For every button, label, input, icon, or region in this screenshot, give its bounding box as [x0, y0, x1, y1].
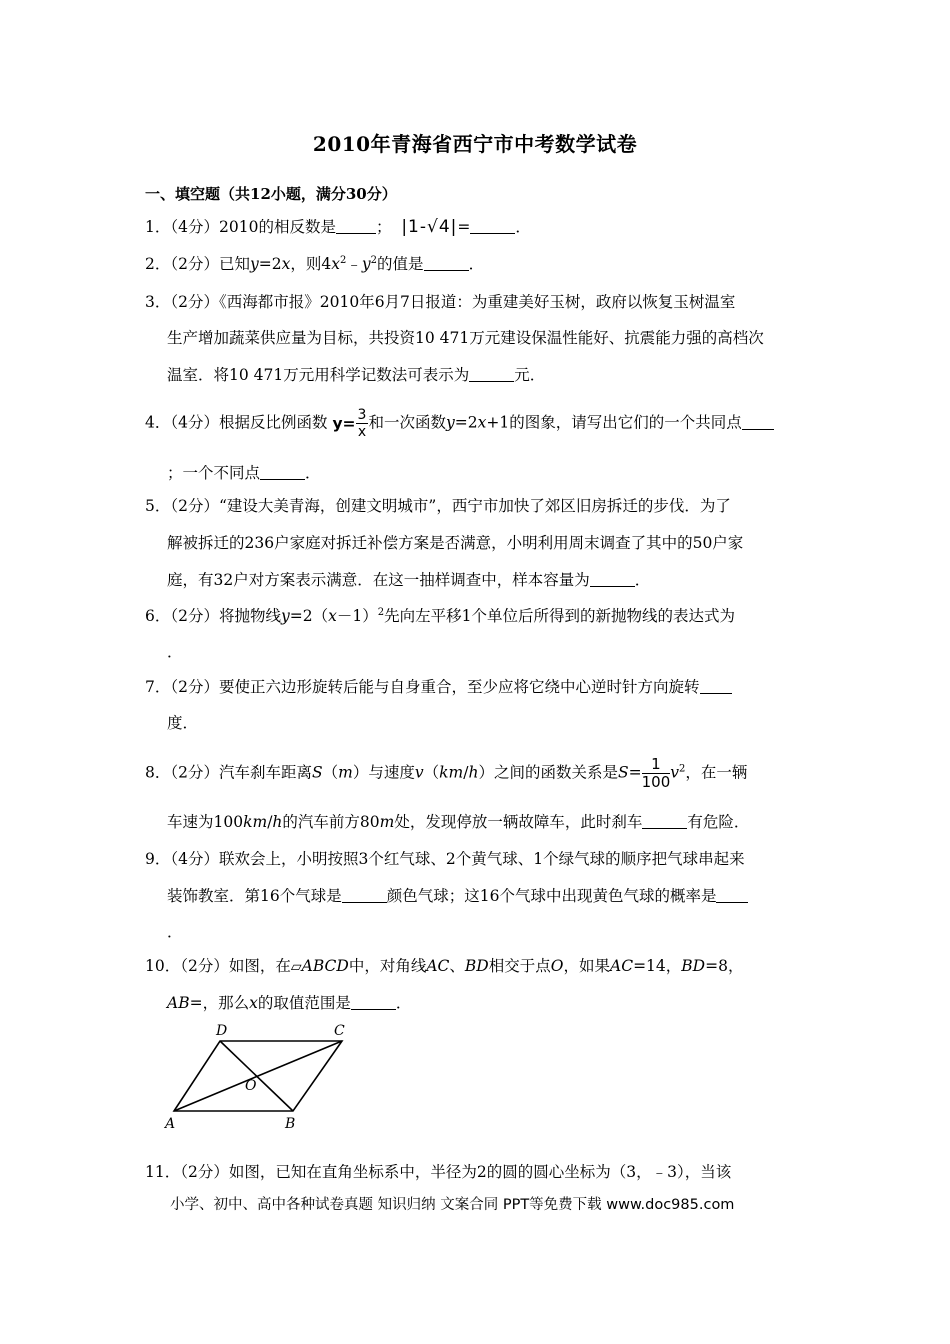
answer-blank [700, 679, 732, 694]
center-label-o: O [245, 1078, 257, 1094]
question-text: （ [423, 763, 440, 782]
fraction-denominator: x [357, 424, 367, 440]
question-number: 2． [145, 255, 171, 273]
question-text: 如图，在 [228, 957, 291, 975]
question-3-line-2: 生产增加蔬菜供应量为目标，共投资10 471万元建设保温性能好、抗震能力强的高档次 [167, 329, 764, 347]
answer-blank [469, 367, 514, 382]
question-text: －1） [336, 607, 378, 625]
question-text: ； [375, 218, 392, 236]
question-text: 的值是 [377, 255, 424, 273]
fraction-numerator: 3 [357, 407, 367, 423]
question-text: ． [515, 218, 531, 236]
question-text: 的图象，请写出它们的一个共同点 [509, 413, 742, 432]
question-text: 车速为100 [167, 813, 244, 831]
diagonal-bd [220, 1041, 293, 1111]
question-7 [145, 677, 732, 697]
question-score: （2分） [180, 1163, 229, 1181]
fraction-prefix: y= [332, 414, 356, 433]
absolute-value-expression: |1-√4| [401, 217, 458, 237]
question-2: 2．（2分）已知y=2x，则$4x^2﹣y^2$的值是 ． [145, 255, 485, 273]
question-score: （2分） [170, 497, 219, 515]
question-text: 有危险． [687, 813, 750, 831]
question-score: （4分） [170, 413, 219, 432]
question-4-line-2 [167, 463, 321, 483]
section-heading: 一、填空题（共12小题，满分30分） [145, 185, 397, 203]
question-5-line-2: 解被拆迁的236户家庭对拆迁补偿方案是否满意，小明利用周末调查了其中的50户家 [167, 534, 744, 552]
answer-blank [351, 995, 396, 1010]
question-9-line-2 [167, 886, 748, 906]
question-number: 4． [145, 413, 171, 432]
question-score: （2分） [170, 763, 219, 782]
question-score: （2分） [170, 255, 219, 273]
answer-blank [742, 415, 774, 430]
vertex-label-c: C [334, 1023, 345, 1039]
question-score: （2分） [170, 678, 219, 696]
question-text: = [189, 994, 203, 1012]
answer-blank [716, 888, 748, 903]
question-score: （2分） [170, 607, 219, 625]
question-text: =8， [705, 957, 744, 975]
question-text: 装饰教室．第16个气球是 [167, 887, 342, 905]
question-text: 相交于点 [488, 957, 551, 975]
question-number: 7． [145, 678, 171, 696]
question-text: 的汽车前方80 [282, 813, 380, 831]
question-number: 8． [145, 763, 171, 782]
question-text: ． [395, 994, 412, 1012]
question-8: 8．（2分）汽车刹车距离S（m）与速度v（km/h）之间的函数关系是S= $\frac{1}{100}$ $v^2$，在一辆 [145, 755, 748, 791]
question-3 [145, 292, 735, 312]
question-text: 元． [514, 366, 546, 384]
question-number: 5． [145, 497, 171, 515]
question-number: 6． [145, 607, 171, 625]
question-score: （2分） [180, 957, 229, 975]
question-text: “建设大美青海，创建文明城市”，西宁市加快了郊区旧房拆迁的步伐．为了 [219, 497, 731, 515]
question-text: 和一次函数 [368, 413, 446, 432]
question-text: 《西海都市报》2010年6月7日报道：为重建美好玉树，政府以恢复玉树温室 [219, 293, 736, 311]
question-text: ，则4 [290, 255, 332, 273]
question-text: 颜色气球；这16个气球中出现黄色气球的概率是 [386, 887, 717, 905]
question-number: 3． [145, 293, 171, 311]
question-score: （4分） [170, 850, 219, 868]
question-number: 1． [145, 218, 171, 236]
question-text: ，那么 [202, 994, 250, 1012]
question-9-line-3: ． [167, 923, 183, 941]
question-text: ）与速度 [352, 763, 415, 782]
answer-blank [336, 219, 376, 234]
fraction-1-over-100 [642, 757, 671, 790]
question-number: 11． [145, 1163, 181, 1181]
vertex-label-d: D [216, 1023, 228, 1039]
question-1 [145, 217, 531, 237]
question-text: 先向左平移1个单位后所得到的新抛物线的表达式为 [384, 607, 736, 625]
fraction-3-over-x [356, 408, 369, 439]
question-text: 庭，有32户对方案表示满意．在这一抽样调查中，样本容量为 [167, 571, 590, 589]
question-5-line-3 [167, 570, 650, 590]
question-text: ；一个不同点 [167, 464, 261, 482]
question-text: ． [634, 571, 651, 589]
answer-blank [470, 219, 515, 234]
answer-blank [424, 256, 469, 271]
question-text: 中，对角线 [348, 957, 427, 975]
answer-blank [590, 572, 635, 587]
fraction-denominator: 100 [641, 773, 671, 791]
page-footer: 小学、初中、高中各种试卷真题 知识归纳 文案合同 PPT等免费下载 www.doc985.com [170, 1197, 735, 1213]
page-title: 2010年青海省西宁市中考数学试卷 [312, 132, 638, 156]
answer-blank [260, 465, 305, 480]
vertex-label-b: B [285, 1116, 296, 1132]
parallelogram-figure [160, 1020, 360, 1135]
fraction-numerator: 1 [642, 757, 671, 774]
question-score: （4分） [170, 218, 219, 236]
question-4: 4．（4分）根据反比例函数 y= $\frac{3}{x}$ 和一次函数y=2x+1的图象，请写出它们的一个共同点 [145, 408, 774, 439]
question-7-line-2: 度． [167, 714, 199, 732]
question-text: 温室．将10 471万元用科学记数法可表示为 [167, 366, 470, 384]
question-text: （ [322, 763, 339, 782]
question-text: 、 [449, 957, 465, 975]
question-text: =2（ [289, 607, 329, 625]
question-text: =14， [633, 957, 682, 975]
question-text: 的取值范围是 [257, 994, 351, 1012]
answer-blank [642, 814, 687, 829]
question-6: 6．（2分）将抛物线$y=2(x-1)^2$先向左平移1个单位后所得到的新抛物线的表达式为 [145, 607, 736, 625]
question-3-line-3 [167, 365, 545, 385]
question-text: 将抛物线 [219, 607, 282, 625]
question-text: = [457, 218, 471, 236]
question-text: 2010的相反数是 [219, 218, 336, 236]
parallelogram-symbol: ▱ [290, 959, 302, 975]
question-text: 根据反比例函数 [219, 413, 328, 432]
question-9 [145, 849, 745, 869]
question-10: 10．（2分）如图，在▱ABCD中，对角线AC、BD相交于点O，如果AC=14，BD=8， [145, 957, 744, 975]
question-number: 10． [145, 957, 181, 975]
question-8-line-2: 车速为100km/h的汽车前方80m处，发现停放一辆故障车，此时刹车 有危险． [167, 813, 750, 831]
question-number: 9． [145, 850, 171, 868]
question-text: ）之间的函数关系是 [478, 763, 618, 782]
question-text: ，如果 [563, 957, 610, 975]
answer-blank [342, 888, 387, 903]
question-text: 要使正六边形旋转后能与自身重合，至少应将它绕中心逆时针方向旋转 [219, 678, 700, 696]
question-text: 处，发现停放一辆故障车，此时刹车 [394, 813, 643, 831]
question-text: 汽车刹车距离 [219, 763, 313, 782]
question-text: 已知 [219, 255, 251, 273]
question-text: 联欢会上，小明按照3个红气球、2个黄气球、1个绿气球的顺序把气球串起来 [219, 850, 745, 868]
question-text: ，在一辆 [685, 763, 748, 782]
question-10-line-2: AB=，那么x的取值范围是 ． [167, 994, 412, 1012]
question-6-line-2: ． [167, 643, 183, 661]
question-11 [145, 1162, 731, 1182]
question-text: ． [305, 464, 321, 482]
question-5 [145, 496, 731, 516]
question-score: （2分） [170, 293, 219, 311]
question-text: 如图，已知在直角坐标系中，半径为2的圆的圆心坐标为（3，﹣3），当该 [228, 1163, 732, 1181]
question-text: ． [468, 255, 485, 273]
vertex-label-a: A [165, 1116, 176, 1132]
